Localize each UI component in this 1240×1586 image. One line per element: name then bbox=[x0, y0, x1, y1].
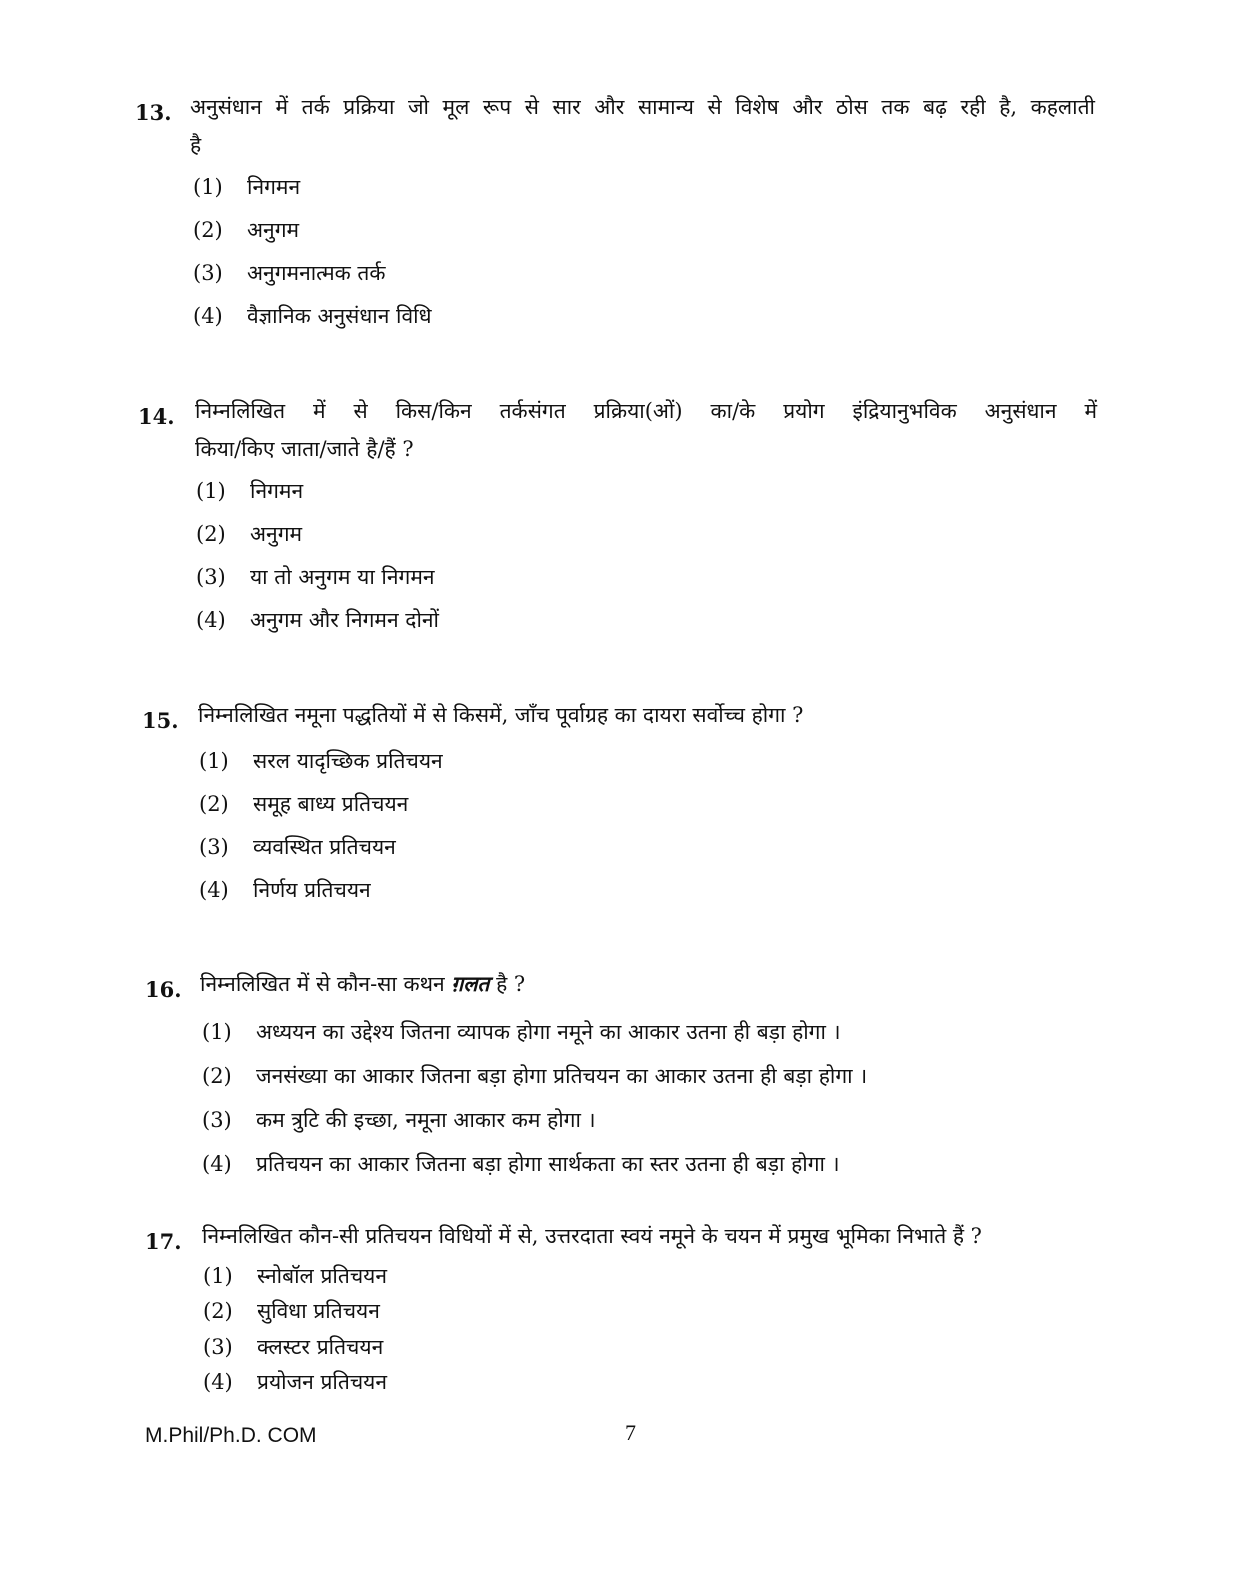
option-text: सरल यादृच्छिक प्रतिचयन bbox=[253, 749, 443, 773]
option-number: (4) bbox=[196, 608, 226, 632]
question-14-option-2 bbox=[196, 519, 302, 549]
question-13-line-1: अनुसंधान में तर्क प्रक्रिया जो मूल रूप से सार और सामान्य से विशेष और ठोस तक बढ़ रही है, कहलाती bbox=[190, 95, 1095, 119]
question-13-number: 13. bbox=[135, 100, 172, 125]
question-15-number: 15. bbox=[142, 708, 179, 733]
question-16-option-4 bbox=[202, 1149, 840, 1179]
option-number: (3) bbox=[196, 565, 226, 589]
question-16-option-1 bbox=[202, 1017, 841, 1047]
question-13-option-2 bbox=[193, 215, 299, 245]
option-number: (4) bbox=[199, 878, 229, 902]
page-number: 7 bbox=[625, 1420, 636, 1445]
option-text: अनुगम और निगमन दोनों bbox=[250, 608, 439, 632]
question-15-option-1 bbox=[199, 746, 443, 776]
option-number: (1) bbox=[193, 175, 223, 199]
question-13-text bbox=[190, 88, 1095, 164]
question-15-text: निम्नलिखित नमूना पद्धतियों में से किसमें, जाँच पूर्वाग्रह का दायरा सर्वोच्च होगा ? bbox=[198, 703, 804, 727]
option-text: या तो अनुगम या निगमन bbox=[250, 565, 435, 589]
question-14-line-1: निम्नलिखित में से किस/किन तर्कसंगत प्रक्रिया(ओं) का/के प्रयोग इंद्रियानुभविक अनुसंधान में bbox=[195, 399, 1097, 423]
option-number: (3) bbox=[202, 1108, 232, 1132]
question-14-number: 14. bbox=[138, 404, 175, 429]
question-13-line-2: है bbox=[190, 133, 202, 157]
question-14-option-1 bbox=[196, 476, 303, 506]
option-text: प्रयोजन प्रतिचयन bbox=[257, 1370, 388, 1394]
option-text: वैज्ञानिक अनुसंधान विधि bbox=[247, 304, 432, 328]
question-14-line-2: किया/किए जाता/जाते है/हैं ? bbox=[195, 437, 414, 461]
question-16-emphasis: ग़लत bbox=[451, 971, 490, 996]
option-number: (3) bbox=[203, 1335, 233, 1359]
option-number: (4) bbox=[202, 1152, 232, 1176]
question-13-option-3 bbox=[193, 258, 386, 288]
option-number: (1) bbox=[196, 479, 226, 503]
option-text: व्यवस्थित प्रतिचयन bbox=[253, 835, 396, 859]
question-17-option-4 bbox=[203, 1367, 387, 1397]
question-15-option-3 bbox=[199, 832, 396, 862]
option-text: निगमन bbox=[250, 479, 304, 503]
question-16-text bbox=[200, 965, 1120, 1003]
question-17-option-1 bbox=[203, 1261, 387, 1291]
option-number: (1) bbox=[202, 1020, 232, 1044]
option-text: समूह बाध्य प्रतिचयन bbox=[253, 792, 409, 816]
exam-code: M.Phil/Ph.D. COM bbox=[145, 1424, 317, 1447]
option-text: निर्णय प्रतिचयन bbox=[253, 878, 371, 902]
option-text: निगमन bbox=[247, 175, 301, 199]
question-17-number: 17. bbox=[145, 1229, 182, 1254]
option-text: अध्ययन का उद्देश्य जितना व्यापक होगा नमूने का आकार उतना ही बड़ा होगा । bbox=[256, 1020, 841, 1044]
question-16-number: 16. bbox=[145, 977, 182, 1002]
question-13-option-4 bbox=[193, 301, 432, 331]
question-17-text: निम्नलिखित कौन-सी प्रतिचयन विधियों में से, उत्तरदाता स्वयं नमूने के चयन में प्रमुख भूमिका निभाते हैं ? bbox=[202, 1224, 982, 1248]
option-text: स्नोबॉल प्रतिचयन bbox=[257, 1264, 387, 1288]
option-number: (2) bbox=[196, 522, 226, 546]
option-text: अनुगमनात्मक तर्क bbox=[247, 261, 386, 285]
question-15-option-4 bbox=[199, 875, 371, 905]
question-16-option-3 bbox=[202, 1105, 596, 1135]
option-number: (1) bbox=[199, 749, 229, 773]
option-number: (4) bbox=[203, 1370, 233, 1394]
question-14-text bbox=[195, 392, 1097, 468]
option-text: क्लस्टर प्रतिचयन bbox=[257, 1335, 384, 1359]
question-13-option-1 bbox=[193, 172, 300, 202]
option-number: (3) bbox=[193, 261, 223, 285]
question-15-option-2 bbox=[199, 789, 408, 819]
option-text: जनसंख्या का आकार जितना बड़ा होगा प्रतिचयन का आकार उतना ही बड़ा होगा । bbox=[256, 1064, 868, 1088]
question-17-option-2 bbox=[203, 1296, 380, 1326]
option-text: प्रतिचयन का आकार जितना बड़ा होगा सार्थकता का स्तर उतना ही बड़ा होगा । bbox=[256, 1152, 840, 1176]
question-16-text-before: निम्नलिखित में से कौन-सा कथन bbox=[200, 972, 452, 996]
question-16-text-after: है ? bbox=[489, 972, 526, 996]
option-text: अनुगम bbox=[247, 218, 300, 242]
option-text: सुविधा प्रतिचयन bbox=[257, 1299, 380, 1323]
option-number: (4) bbox=[193, 304, 223, 328]
option-number: (2) bbox=[203, 1299, 233, 1323]
option-number: (3) bbox=[199, 835, 229, 859]
question-14-option-4 bbox=[196, 605, 439, 635]
option-number: (1) bbox=[203, 1264, 233, 1288]
question-14-option-3 bbox=[196, 562, 435, 592]
option-text: अनुगम bbox=[250, 522, 303, 546]
option-number: (2) bbox=[199, 792, 229, 816]
question-17-option-3 bbox=[203, 1332, 383, 1362]
question-16-option-2 bbox=[202, 1061, 867, 1091]
option-number: (2) bbox=[193, 218, 223, 242]
option-text: कम त्रुटि की इच्छा, नमूना आकार कम होगा । bbox=[256, 1108, 596, 1132]
option-number: (2) bbox=[202, 1064, 232, 1088]
